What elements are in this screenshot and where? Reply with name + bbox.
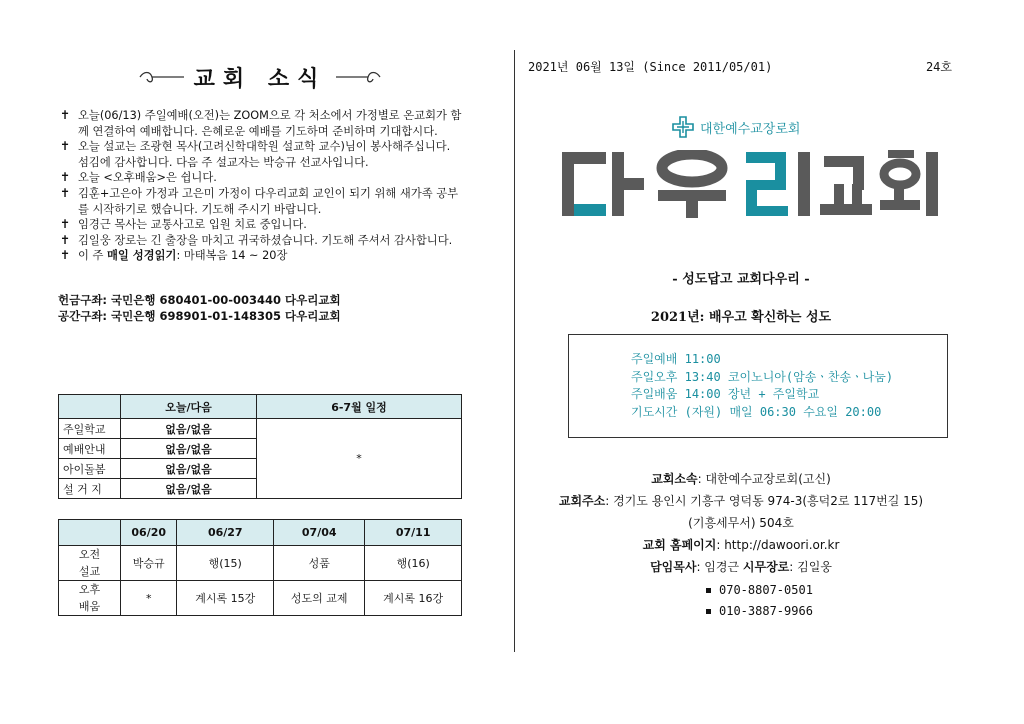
row-value: 없음/없음: [121, 419, 257, 439]
table-header-cell: [59, 520, 121, 546]
reading-prefix: 이 주: [78, 249, 108, 263]
year-theme: 2021년: 배우고 확신하는 성도: [650, 310, 832, 325]
table-row: [59, 581, 462, 616]
news-list: [58, 108, 462, 264]
news-item-text: 오늘(06/13) 주일예배(오전)는 ZOOM으로 각 처소에서 가정별로 온교회가 함께 연결하여 예배합니다. 은혜로운 예배를 기도하며 준비하며 기대합시다.: [78, 109, 462, 138]
row-label-line: 오후: [78, 583, 101, 596]
row-value: 없음/없음: [121, 479, 257, 499]
phone-number: 010-3887-9966: [719, 604, 813, 618]
news-item-text: 임경근 목사는 교통사고로 입원 치료 중입니다.: [78, 218, 307, 232]
news-item-reading: [58, 248, 462, 264]
table-cell: *: [121, 581, 177, 616]
table-cell: 성도의 교제: [274, 581, 365, 616]
table-cell: 행(16): [365, 546, 462, 581]
square-bullet-icon: [706, 588, 711, 593]
right-page: [522, 58, 960, 618]
address-label: 교회주소: [558, 494, 606, 508]
row-label-line: 배움: [78, 600, 101, 613]
cross-bullet-icon: ✝: [60, 108, 71, 122]
row-value: 없음/없음: [121, 439, 257, 459]
preaching-table: [58, 519, 462, 616]
address-line-2: (기흥세무서) 504호: [688, 516, 794, 530]
table-cell: 박승규: [121, 546, 177, 581]
cross-bullet-icon: ✝: [60, 232, 71, 247]
church-logo: [562, 150, 942, 218]
table-header-cell: 06/27: [177, 520, 274, 546]
table-header-cell: [59, 395, 121, 419]
phone-number: 070-8807-0501: [719, 583, 813, 597]
phone-item: [706, 580, 813, 601]
denomination-name: 대한예수교장로회: [700, 121, 801, 137]
homepage-line: [522, 534, 960, 556]
issue-number: 24호: [925, 60, 952, 74]
table-row: [59, 546, 462, 581]
phone-list: [706, 580, 813, 622]
worship-line: 주일배움 14:00 장년 + 주일학교: [631, 387, 820, 401]
cross-bullet-icon: ✝: [60, 217, 71, 232]
cross-bullet-icon: ✝: [60, 248, 71, 263]
row-label: 예배안내: [59, 439, 121, 459]
news-item: [58, 233, 462, 249]
address-line: [522, 490, 960, 512]
pastor-value: : 임경근: [696, 560, 743, 574]
page-divider: [514, 50, 515, 652]
table-cell: 계시록 16강: [365, 581, 462, 616]
reading-suffix: : 마태복음 14 ~ 20장: [176, 249, 288, 263]
schedule-cell: *: [257, 419, 462, 499]
table-header-cell: 오늘/다음: [121, 395, 257, 419]
row-label-line: 오전: [78, 548, 101, 561]
news-title: 교회 소식: [193, 66, 327, 92]
table-header-cell: 06/20: [121, 520, 177, 546]
row-label: [59, 581, 121, 616]
homepage-label: 교회 홈페이지: [642, 538, 717, 552]
denomination-block: [672, 116, 800, 138]
row-value: 없음/없음: [121, 459, 257, 479]
row-label: [59, 546, 121, 581]
worship-line: 주일오후 13:40 코이노니아(암송ㆍ찬송ㆍ나눔): [631, 369, 894, 384]
pastor-label: 담임목사: [650, 560, 697, 574]
elder-label: 시무장로: [742, 560, 790, 574]
ornament-right-icon: [334, 69, 382, 85]
table-cell: 행(15): [177, 546, 274, 581]
worship-schedule-box: [568, 334, 948, 438]
cross-bullet-icon: ✝: [60, 185, 71, 200]
pastor-line: [522, 556, 960, 578]
cross-bullet-icon: ✝: [60, 170, 71, 185]
worship-line: 기도시간 (자원) 매일 06:30 수요일 20:00: [631, 404, 882, 419]
table-cell: 계시록 15강: [177, 581, 274, 616]
news-item-text: 김훈+고은아 가정과 고은미 가정이 다우리교회 교인이 되기 위해 새가족 공부를 시작하기로 했습니다. 기도해 주시기 바랍니다.: [78, 186, 459, 216]
table-header-row: [59, 395, 462, 419]
service-table: [58, 394, 462, 499]
phone-item: [706, 601, 813, 622]
news-item-text: 오늘 설교는 조광현 목사(고려신학대학원 설교학 교수)님이 봉사해주십니다. 섬김에 감사합니다. 다음 주 설교자는 박승규 선교사입니다.: [78, 140, 451, 169]
issue-date: 2021년 06월 13일 (Since 2011/05/01): [528, 60, 773, 74]
table-header-row: [59, 520, 462, 546]
affiliation-label: 교회소속: [651, 472, 698, 486]
news-item: [58, 108, 462, 139]
table-header-cell: 07/11: [365, 520, 462, 546]
row-label: 아이돌봄: [59, 459, 121, 479]
homepage-link[interactable]: : http://dawoori.or.kr: [716, 538, 840, 552]
square-bullet-icon: [706, 609, 711, 614]
address-value: : 경기도 용인시 기흥구 영덕동 974-3(흥덕2로 117번길 15): [605, 494, 924, 508]
left-page: [58, 60, 462, 324]
news-title-block: [58, 60, 462, 94]
news-item: [58, 170, 462, 186]
affiliation-value: : 대한예수교장로회(고신): [697, 472, 831, 486]
table-row: [59, 419, 462, 439]
space-account: 공간구좌: 국민은행 698901-01-148305 다우리교회: [58, 308, 341, 323]
bank-accounts: [58, 292, 462, 324]
row-label-line: 설교: [78, 565, 101, 578]
row-label: 주일학교: [59, 419, 121, 439]
table-header-cell: 07/04: [274, 520, 365, 546]
motto: - 성도답고 교회다우리 -: [672, 272, 810, 287]
news-item-text: 오늘 <오후배움>은 쉽니다.: [78, 171, 217, 185]
affiliation-line: [522, 468, 960, 490]
cross-bullet-icon: ✝: [60, 139, 71, 154]
reading-bold: 매일 성경읽기: [107, 249, 177, 263]
news-item: [58, 217, 462, 233]
news-item: [58, 186, 462, 217]
news-item-text: 김일웅 장로는 긴 출장을 마치고 귀국하셨습니다. 기도해 주셔서 감사합니다.: [78, 233, 453, 247]
offering-account: 헌금구좌: 국민은행 680401-00-003440 다우리교회: [58, 292, 341, 307]
ornament-left-icon: [138, 69, 186, 85]
elder-value: : 김일웅: [789, 560, 832, 574]
header-line: [522, 58, 960, 75]
church-cross-icon: [672, 116, 694, 138]
table-header-cell: 6-7월 일정: [257, 395, 462, 419]
table-cell: 성품: [274, 546, 365, 581]
church-info: [522, 468, 960, 578]
news-item: [58, 139, 462, 170]
worship-line: 주일예배 11:00: [631, 352, 721, 366]
row-label: 설 거 지: [59, 479, 121, 499]
